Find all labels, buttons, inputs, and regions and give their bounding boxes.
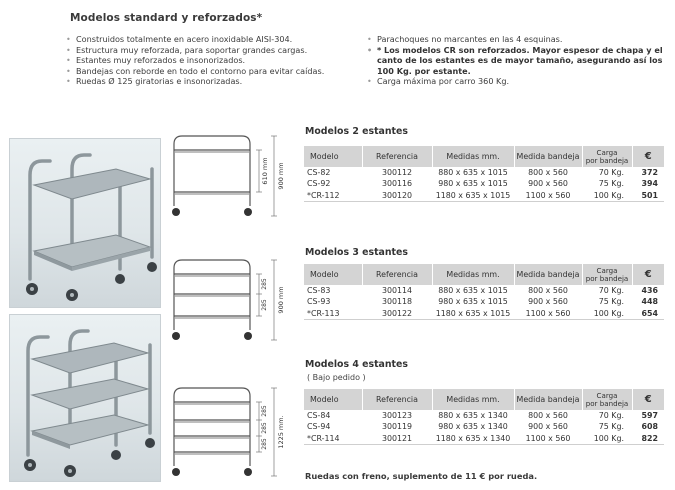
feature-item: • Estantes muy reforzados e insonorizados. xyxy=(66,55,366,66)
features-list-left xyxy=(66,34,366,87)
dimension-total-label: 900 mm xyxy=(277,286,285,314)
cell-precio: 822 xyxy=(632,433,664,445)
feature-item: • Estructura muy reforzada, para soportar grandes cargas. xyxy=(66,45,366,56)
price-table-3-shelves xyxy=(304,264,664,320)
cell-referencia: 300114 xyxy=(381,286,413,295)
cell-medidas: 1180 x 635 x 1015 xyxy=(432,308,514,320)
dimension-total-label: 900 mm xyxy=(277,162,285,190)
cell-modelo: CS-92 xyxy=(307,179,331,189)
column-header-carga xyxy=(582,146,632,167)
carga-line1: Carga xyxy=(596,265,618,275)
cell-medidas: 880 x 635 x 1015 xyxy=(438,168,508,177)
cell-bandeja: 900 x 560 xyxy=(528,179,568,189)
cell-precio: 597 xyxy=(641,411,658,420)
column-header-modelo: Modelo xyxy=(304,146,362,167)
feature-item: • Carga máxima por carro 360 Kg. xyxy=(367,76,667,87)
feature-item-reinforced-note: • * Los modelos CR son reforzados. Mayor espesor de chapa y el canto de los estantes es de mayor tamaño, asegurando así los 100 Kg. por estante. xyxy=(367,45,667,77)
column-header-medidas: Medidas mm. xyxy=(432,264,514,285)
table-row xyxy=(304,167,664,178)
drawing-2-shelves xyxy=(164,128,300,220)
cell-precio: 436 xyxy=(641,286,658,295)
dimension-label: 285 xyxy=(261,278,268,290)
cell-referencia: 300123 xyxy=(381,411,413,420)
table-header-row xyxy=(304,264,664,285)
cell-medidas: 980 x 635 x 1015 xyxy=(438,297,508,307)
table-row xyxy=(304,410,664,421)
carga-line2: por bandeja xyxy=(585,155,629,165)
cell-carga: 70 Kg. xyxy=(598,168,624,177)
column-header-referencia: Referencia xyxy=(362,389,432,410)
cell-precio: 448 xyxy=(641,297,658,307)
column-header-modelo: Modelo xyxy=(304,264,362,285)
carga-line2: por bandeja xyxy=(585,398,629,408)
column-header-precio: € xyxy=(632,264,664,285)
cell-medidas: 980 x 635 x 1340 xyxy=(438,422,508,432)
table-row xyxy=(304,296,664,307)
cell-bandeja: 800 x 560 xyxy=(528,168,568,177)
column-header-referencia: Referencia xyxy=(362,146,432,167)
column-header-carga xyxy=(582,389,632,410)
cell-modelo: *CR-112 xyxy=(304,190,362,202)
dimension-label: 285 xyxy=(261,405,268,417)
cell-precio: 372 xyxy=(641,168,658,177)
cell-carga: 100 Kg. xyxy=(582,190,632,202)
cell-medidas: 1180 x 635 x 1340 xyxy=(432,433,514,445)
dimension-label: 285 xyxy=(261,438,268,450)
table-header-row xyxy=(304,146,664,167)
cell-bandeja: 900 x 560 xyxy=(528,422,568,432)
cell-referencia: 300121 xyxy=(362,433,432,445)
carga-line2: por bandeja xyxy=(585,273,629,283)
cell-precio: 654 xyxy=(632,308,664,320)
column-header-medidas: Medidas mm. xyxy=(432,146,514,167)
cell-modelo: CS-83 xyxy=(307,286,331,295)
column-header-modelo: Modelo xyxy=(304,389,362,410)
table-row xyxy=(304,421,664,432)
price-table-2-shelves xyxy=(304,146,664,202)
cell-modelo: CS-84 xyxy=(307,411,331,420)
trolley-3-shelves-photo xyxy=(9,314,161,482)
carga-line1: Carga xyxy=(596,390,618,400)
cell-bandeja: 1100 x 560 xyxy=(514,308,582,320)
column-header-referencia: Referencia xyxy=(362,264,432,285)
cell-bandeja: 800 x 560 xyxy=(528,286,568,295)
cell-carga: 100 Kg. xyxy=(582,308,632,320)
cell-bandeja: 800 x 560 xyxy=(528,411,568,420)
price-table-4-shelves xyxy=(304,389,664,445)
features-list-right xyxy=(367,34,667,87)
cell-referencia: 300119 xyxy=(381,422,413,432)
cell-carga: 75 Kg. xyxy=(598,179,624,189)
cell-bandeja: 1100 x 560 xyxy=(514,190,582,202)
cell-modelo: *CR-114 xyxy=(304,433,362,445)
section-title-4-shelves: Modelos 4 estantes xyxy=(305,359,408,370)
column-header-carga xyxy=(582,264,632,285)
cell-referencia: 300122 xyxy=(362,308,432,320)
cell-modelo: CS-94 xyxy=(307,422,331,432)
cell-precio: 501 xyxy=(632,190,664,202)
footnote-brake-wheels: Ruedas con freno, suplemento de 11 € por rueda. xyxy=(305,471,538,481)
dimension-label: 610 mm xyxy=(261,157,269,185)
cell-bandeja: 1100 x 560 xyxy=(514,433,582,445)
column-header-precio: € xyxy=(632,146,664,167)
cell-modelo: *CR-113 xyxy=(304,308,362,320)
table-row xyxy=(304,308,664,320)
drawing-4-shelves xyxy=(164,380,300,480)
feature-item: • Parachoques no marcantes en las 4 esquinas. xyxy=(367,34,667,45)
cell-modelo: CS-93 xyxy=(307,297,331,307)
cell-carga: 75 Kg. xyxy=(598,297,624,307)
trolley-2-shelves-photo xyxy=(9,138,161,308)
table-row xyxy=(304,178,664,189)
cell-precio: 608 xyxy=(641,422,658,432)
dimension-total-label: 1225 mm. xyxy=(277,415,285,449)
cell-modelo: CS-82 xyxy=(307,168,331,177)
drawing-3-shelves xyxy=(164,252,300,344)
cell-medidas: 880 x 635 x 1015 xyxy=(438,286,508,295)
feature-item: • Ruedas Ø 125 giratorias e insonorizadas. xyxy=(66,76,366,87)
feature-item: • Construidos totalmente en acero inoxidable AISI-304. xyxy=(66,34,366,45)
dimension-label: 285 xyxy=(261,422,268,434)
dimension-label: 285 xyxy=(261,299,268,311)
cell-carga: 100 Kg. xyxy=(582,433,632,445)
column-header-bandeja: Medida bandeja xyxy=(514,264,582,285)
carga-line1: Carga xyxy=(596,147,618,157)
column-header-precio: € xyxy=(632,389,664,410)
cell-medidas: 1180 x 635 x 1015 xyxy=(432,190,514,202)
cell-referencia: 300120 xyxy=(362,190,432,202)
column-header-bandeja: Medida bandeja xyxy=(514,389,582,410)
cell-precio: 394 xyxy=(641,179,658,189)
cell-carga: 75 Kg. xyxy=(598,422,624,432)
section-title-2-shelves: Modelos 2 estantes xyxy=(305,126,408,137)
cell-medidas: 980 x 635 x 1015 xyxy=(438,179,508,189)
page-title: Modelos standard y reforzados* xyxy=(70,12,263,24)
cell-carga: 70 Kg. xyxy=(598,411,624,420)
cell-referencia: 300112 xyxy=(381,168,413,177)
cell-bandeja: 900 x 560 xyxy=(528,297,568,307)
cell-carga: 70 Kg. xyxy=(598,286,624,295)
column-header-bandeja: Medida bandeja xyxy=(514,146,582,167)
table-row xyxy=(304,190,664,202)
table-row xyxy=(304,285,664,296)
column-header-medidas: Medidas mm. xyxy=(432,389,514,410)
feature-item: • Bandejas con reborde en todo el contorno para evitar caídas. xyxy=(66,66,366,77)
table-row xyxy=(304,433,664,445)
table-header-row xyxy=(304,389,664,410)
section-title-3-shelves: Modelos 3 estantes xyxy=(305,247,408,258)
section-note-on-request: ( Bajo pedido ) xyxy=(307,373,366,382)
cell-medidas: 880 x 635 x 1340 xyxy=(438,411,508,420)
cell-referencia: 300118 xyxy=(381,297,413,307)
cell-referencia: 300116 xyxy=(381,179,413,189)
